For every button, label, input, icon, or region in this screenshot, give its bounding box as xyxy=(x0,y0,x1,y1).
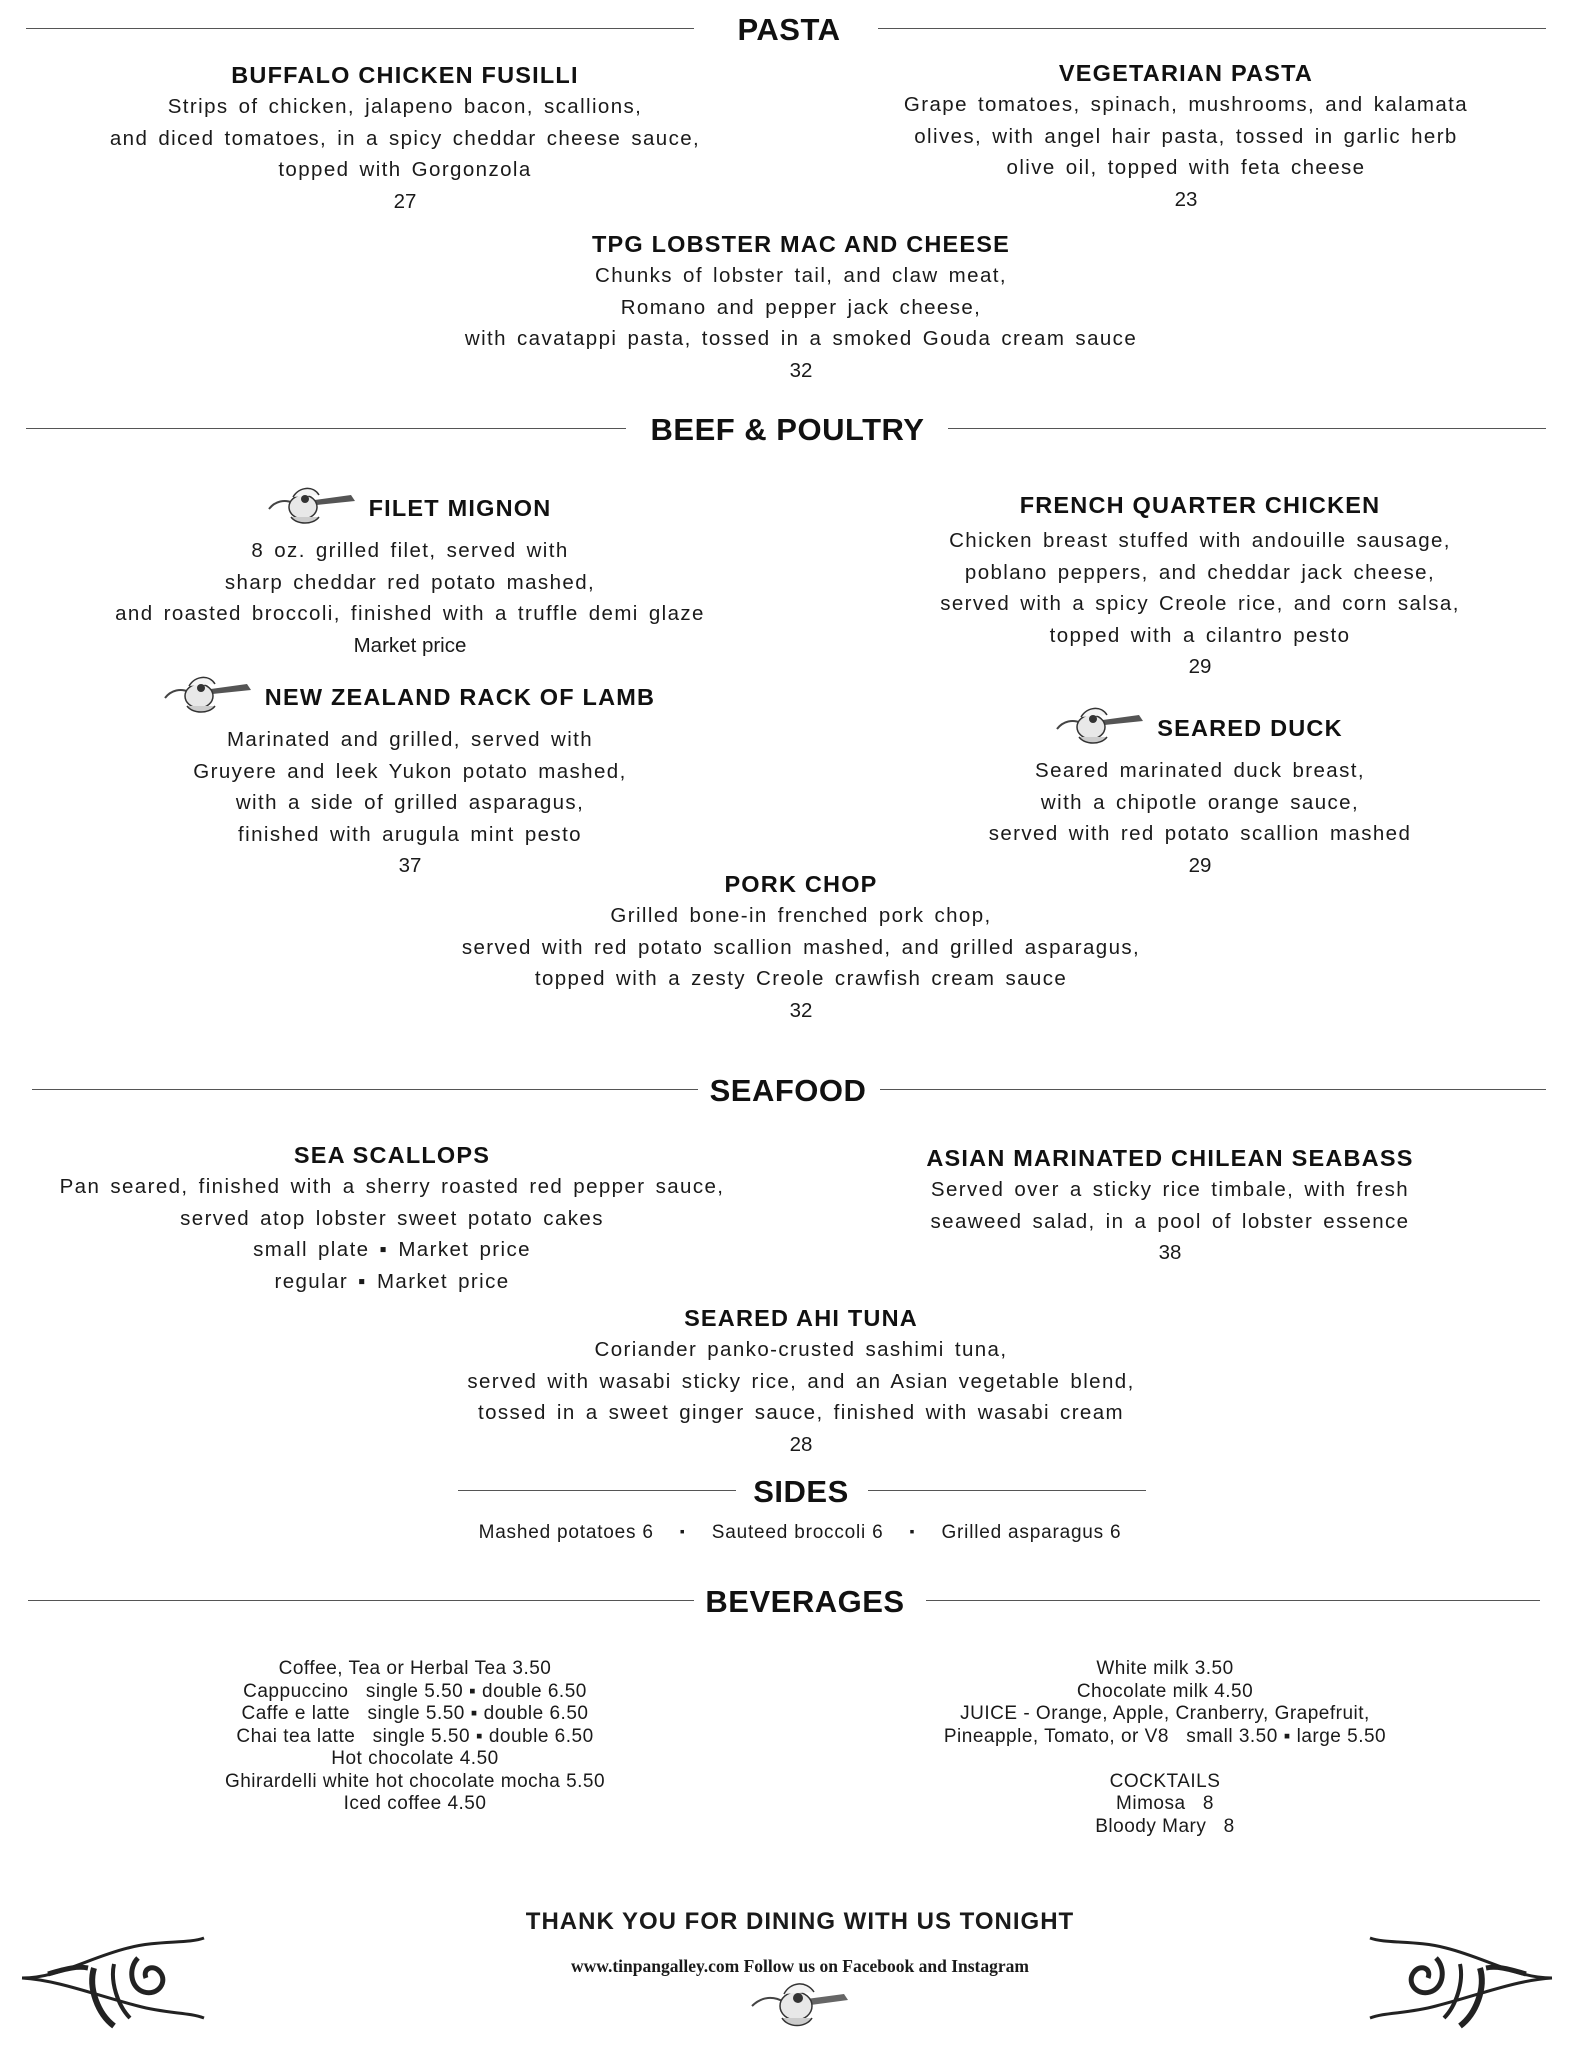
item-description-line: Coriander panko-crusted sashimi tuna, xyxy=(594,1338,1008,1361)
section-rule xyxy=(28,1600,694,1601)
section-rule xyxy=(878,28,1546,29)
item-name: SEARED AHI TUNA xyxy=(684,1305,918,1331)
item-description-line: topped with a zesty Creole crawfish cream sauce xyxy=(534,967,1068,990)
item-description-line: Chicken breast stuffed with andouille sausage, xyxy=(949,529,1451,552)
angel-trumpet-icon xyxy=(263,485,363,535)
item-price: 37 xyxy=(398,854,422,877)
beverage-line: Bloody Mary 8 xyxy=(1095,1815,1235,1837)
item-description-line: topped with a cilantro pesto xyxy=(1049,623,1351,647)
item-description-line: served with a spicy Creole rice, and corn salsa, xyxy=(940,592,1460,615)
item-description-line: tossed in a sweet ginger sauce, finished with wasabi cream xyxy=(477,1401,1125,1424)
item-description-line: with a side of grilled asparagus, xyxy=(235,791,585,814)
beverage-line: Coffee, Tea or Herbal Tea 3.50 xyxy=(278,1658,552,1679)
section-heading-seafood: SEAFOOD xyxy=(709,1073,867,1108)
beverage-line: White milk 3.50 xyxy=(1096,1658,1234,1679)
item-description-line: olives, with angel hair pasta, tossed in garlic herb xyxy=(914,124,1458,148)
angel-trumpet-icon xyxy=(1051,705,1151,755)
item-price: Market price xyxy=(353,633,467,657)
item-price: 28 xyxy=(789,1432,813,1456)
beverage-line: JUICE - Orange, Apple, Cranberry, Grapefruit, xyxy=(960,1703,1370,1724)
separator-bullet: ▪ xyxy=(909,1523,916,1539)
item-name: FILET MIGNON xyxy=(368,495,552,522)
section-heading-sides: SIDES xyxy=(753,1474,849,1509)
section-rule xyxy=(880,1089,1546,1090)
separator-bullet: ▪ xyxy=(679,1523,686,1539)
section-rule xyxy=(26,428,626,429)
beverages-left-column xyxy=(180,1658,650,1816)
item-name: TPG LOBSTER MAC AND CHEESE xyxy=(591,231,1011,257)
item-description-line: Served over a sticky rice timbale, with fresh xyxy=(930,1178,1410,1201)
item-description-line: Grilled bone-in frenched pork chop, xyxy=(610,904,992,927)
item-description-line: Romano and pepper jack cheese, xyxy=(620,295,982,319)
item-description-line: finished with arugula mint pesto xyxy=(238,822,582,846)
item-description-line: Grape tomatoes, spinach, mushrooms, and kalamata xyxy=(903,93,1469,116)
item-name: SEARED DUCK xyxy=(1157,715,1343,742)
item-description-line: 8 oz. grilled filet, served with xyxy=(251,539,569,562)
section-rule xyxy=(26,28,694,29)
spacer xyxy=(880,1748,1450,1771)
side-item: Mashed potatoes 6 xyxy=(478,1522,654,1543)
thank-you-message: THANK YOU FOR DINING WITH US TONIGHT xyxy=(525,1908,1075,1935)
sides-list xyxy=(400,1518,1200,1546)
beverage-line: Cappuccino single 5.50 ▪ double 6.50 xyxy=(243,1680,587,1702)
beverage-line: Iced coffee 4.50 xyxy=(343,1793,487,1814)
side-item: Sauteed broccoli 6 xyxy=(711,1522,884,1543)
item-price: 38 xyxy=(1158,1241,1182,1264)
item-description-line: sharp cheddar red potato mashed, xyxy=(224,570,596,594)
item-description-line: Strips of chicken, jalapeno bacon, scallions, xyxy=(167,95,643,118)
section-heading-beef-poultry: BEEF & POULTRY xyxy=(650,412,925,447)
website-link[interactable]: www.tinpangalley.com Follow us on Facebook and Instagram xyxy=(571,1956,1029,1976)
item-description-line: seaweed salad, in a pool of lobster essence xyxy=(930,1209,1410,1233)
item-description-line: with a chipotle orange sauce, xyxy=(1040,790,1360,814)
item-description-line: served atop lobster sweet potato cakes xyxy=(180,1206,604,1230)
section-rule xyxy=(926,1600,1540,1601)
item-description-line: and diced tomatoes, in a spicy cheddar cheese sauce, xyxy=(109,126,701,150)
beverage-line: Ghirardelli white hot chocolate mocha 5.50 xyxy=(224,1770,606,1792)
item-name-row xyxy=(960,705,1440,755)
beverage-line: Chai tea latte single 5.50 ▪ double 6.50 xyxy=(236,1725,594,1747)
item-description-line: served with red potato scallion mashed, and grilled asparagus, xyxy=(461,935,1141,959)
scroll-flourish-icon xyxy=(1366,1918,1556,2043)
item-price: 32 xyxy=(789,358,813,382)
item-name-row xyxy=(100,674,720,724)
item-name: SEA SCALLOPS xyxy=(293,1142,491,1168)
menu-item-chilean-seabass xyxy=(880,1142,1460,1269)
item-description-line: topped with Gorgonzola xyxy=(278,158,532,181)
item-description-line: served with red potato scallion mashed xyxy=(988,822,1412,845)
menu-item-sea-scallops xyxy=(42,1139,742,1297)
item-name: FRENCH QUARTER CHICKEN xyxy=(1019,492,1381,518)
menu-item-french-quarter-chicken xyxy=(880,485,1520,683)
menu-item-rack-of-lamb xyxy=(100,674,720,882)
beverage-line: Caffe e latte single 5.50 ▪ double 6.50 xyxy=(241,1703,589,1724)
item-price: 27 xyxy=(393,189,417,213)
item-description-line: regular ▪ Market price xyxy=(274,1269,510,1293)
angel-trumpet-icon xyxy=(159,674,259,724)
item-price: 29 xyxy=(1188,655,1212,678)
item-name: NEW ZEALAND RACK OF LAMB xyxy=(264,684,656,711)
section-heading-pasta: PASTA xyxy=(737,12,841,47)
item-description-line: and roasted broccoli, finished with a truffle demi glaze xyxy=(115,602,705,625)
section-heading-beverages: BEVERAGES xyxy=(705,1584,905,1619)
item-name: PORK CHOP xyxy=(724,871,878,897)
menu-item-buffalo-chicken-fusilli xyxy=(105,59,705,217)
item-description-line: olive oil, topped with feta cheese xyxy=(1006,156,1366,179)
menu-item-seared-duck xyxy=(960,705,1440,881)
item-description-line: poblano peppers, and cheddar jack cheese, xyxy=(964,560,1436,584)
item-name: ASIAN MARINATED CHILEAN SEABASS xyxy=(926,1145,1414,1171)
beverage-line: Chocolate milk 4.50 xyxy=(1076,1680,1254,1702)
side-item: Grilled asparagus 6 xyxy=(941,1522,1122,1543)
item-description-line: served with wasabi sticky rice, and an Asian vegetable blend, xyxy=(467,1369,1135,1393)
menu-item-seared-ahi-tuna xyxy=(436,1302,1166,1460)
item-price: 32 xyxy=(789,998,813,1022)
section-rule xyxy=(868,1490,1146,1491)
section-rule xyxy=(458,1490,736,1491)
menu-item-pork-chop xyxy=(436,868,1166,1026)
angel-trumpet-icon xyxy=(748,1980,858,2035)
item-name: VEGETARIAN PASTA xyxy=(1058,60,1314,86)
item-description-line: small plate ▪ Market price xyxy=(253,1238,531,1261)
item-description-line: Seared marinated duck breast, xyxy=(1035,759,1365,782)
beverage-line: Mimosa 8 xyxy=(1116,1793,1214,1814)
beverage-line: Pineapple, Tomato, or V8 small 3.50 ▪ large 5.50 xyxy=(943,1725,1387,1747)
scroll-flourish-icon xyxy=(18,1918,208,2043)
cocktails-heading: COCKTAILS xyxy=(1109,1770,1221,1792)
menu-item-filet-mignon xyxy=(110,485,710,661)
section-rule xyxy=(948,428,1546,429)
item-description-line: Marinated and grilled, served with xyxy=(226,728,594,751)
item-description-line: Gruyere and leek Yukon potato mashed, xyxy=(193,759,627,783)
menu-item-lobster-mac-and-cheese xyxy=(436,228,1166,386)
beverages-right-column xyxy=(880,1658,1450,1838)
item-description-line: with cavatappi pasta, tossed in a smoked Gouda cream sauce xyxy=(464,327,1138,350)
item-price: 29 xyxy=(1188,853,1212,877)
item-price: 23 xyxy=(1174,187,1198,211)
menu-item-vegetarian-pasta xyxy=(866,57,1506,215)
item-description-line: Pan seared, finished with a sherry roasted red pepper sauce, xyxy=(59,1175,725,1198)
item-name-row xyxy=(110,485,710,535)
item-description-line: Chunks of lobster tail, and claw meat, xyxy=(595,264,1007,287)
section-rule xyxy=(32,1089,698,1090)
item-name: BUFFALO CHICKEN FUSILLI xyxy=(231,62,579,88)
beverage-line: Hot chocolate 4.50 xyxy=(331,1748,499,1769)
